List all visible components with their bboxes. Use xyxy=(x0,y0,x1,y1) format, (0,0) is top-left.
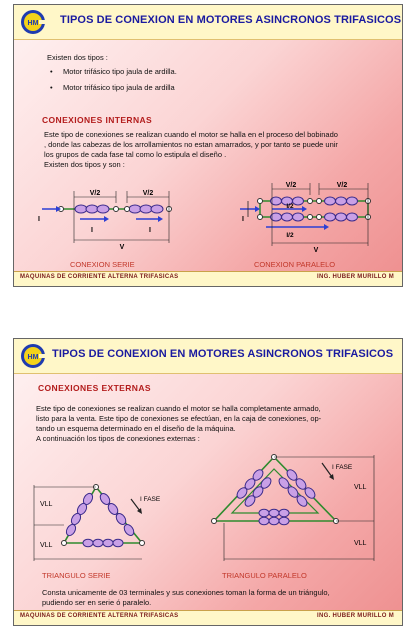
label-v-half: V/2 xyxy=(336,182,348,189)
logo-text: HM xyxy=(27,354,39,361)
label-vll: VLL xyxy=(354,484,367,491)
coil-bottom-outer xyxy=(259,517,289,525)
paragraph-line: Consta unicamente de 03 terminales y sus conexiones toman la forma de un triángulo, xyxy=(42,588,330,597)
label-v-half: V/2 xyxy=(142,190,154,197)
slide-header xyxy=(14,5,402,40)
page-title: TIPOS DE CONEXION EN MOTORES ASINCRONOS TRIFASICOS xyxy=(52,348,394,360)
label-i-fase: I FASE xyxy=(140,496,161,503)
label-i-half: I/2 xyxy=(286,232,294,239)
paragraph-line: Este tipo de conexiones se realizan cuando el motor se halla completamente armado, xyxy=(36,404,321,413)
hm-logo xyxy=(20,343,46,369)
slide-footer xyxy=(14,271,402,286)
caption-triangulo-paralelo: TRIANGULO PARALELO xyxy=(222,571,307,580)
footer-author: ING. HUBER MURILLO M xyxy=(317,274,394,280)
coil-bottom-inner xyxy=(259,509,289,517)
section-paragraph xyxy=(44,130,394,170)
section-heading: CONEXIONES EXTERNAS xyxy=(38,383,151,393)
page-title: TIPOS DE CONEXION EN MOTORES ASINCRONOS TRIFASICOS xyxy=(60,14,402,26)
caption-triangulo-serie: TRIANGULO SERIE xyxy=(42,571,111,580)
paragraph-line: listo para la venta. Este tipo de conexiones se efectúan, en la caja de conexiones, op- xyxy=(36,414,322,423)
coil-group-top-2 xyxy=(325,197,358,205)
label-i-fase: I FASE xyxy=(332,464,353,471)
hm-logo xyxy=(20,9,46,35)
section-heading: CONEXIONES INTERNAS xyxy=(42,115,153,125)
coil-left-side xyxy=(65,492,95,537)
footer-course: MAQUINAS DE CORRIENTE ALTERNA TRIFASICAS xyxy=(20,613,179,619)
intro-text: Existen dos tipos : xyxy=(47,53,108,62)
label-i: I xyxy=(242,216,244,223)
label-i-half: I/2 xyxy=(286,203,294,210)
parallel-connection-diagram xyxy=(224,173,394,263)
conclusion-text xyxy=(42,588,402,608)
slide-header xyxy=(14,339,402,374)
slide-footer xyxy=(14,610,402,625)
label-vll: VLL xyxy=(40,501,53,508)
coil-right-side xyxy=(98,492,135,537)
paragraph-line: pudiendo ser en serie ó paralelo. xyxy=(42,598,152,607)
coil-group-1 xyxy=(75,205,109,213)
label-v-half: V/2 xyxy=(89,190,101,197)
paragraph-line: , donde las cabezas de los arrollamientos no estan amarrados, y por tanto se puede unir xyxy=(44,140,338,149)
list-item: • Motor trifásico tipo jaula de ardilla. xyxy=(47,67,177,77)
paragraph-line: los grupos de cada fase tal como lo estipula el diseño . xyxy=(44,150,227,159)
slide-internal-connections xyxy=(13,4,403,287)
paragraph-line: Este tipo de conexiones se realizan cuando el motor se halla en el proceso del bobinado xyxy=(44,130,338,139)
coil-group-2 xyxy=(129,205,163,213)
series-connection-diagram xyxy=(32,181,202,261)
label-v: V xyxy=(313,247,319,254)
section-paragraph xyxy=(36,404,396,444)
caption-serie: CONEXION SERIE xyxy=(70,260,135,269)
label-vll: VLL xyxy=(40,542,53,549)
paragraph-line: tando un esquema determinado en el diseño de la máquina. xyxy=(36,424,236,433)
paragraph-line: A continuación los tipos de conexiones externas : xyxy=(36,434,200,443)
triangle-series-diagram xyxy=(26,469,186,569)
list-item: • Motor trifásico tipo jaula de ardilla xyxy=(47,83,177,93)
paragraph-line: Existen dos tipos y son : xyxy=(44,160,125,169)
triangle-parallel-diagram xyxy=(204,439,394,569)
label-i: I xyxy=(91,227,93,234)
label-i: I xyxy=(149,227,151,234)
coil-group-bottom-1 xyxy=(271,213,304,221)
label-i: I xyxy=(38,216,40,223)
footer-author: ING. HUBER MURILLO M xyxy=(317,613,394,619)
coil-bottom-side xyxy=(83,539,123,547)
slide-external-connections xyxy=(13,338,403,626)
coil-group-bottom-2 xyxy=(325,213,358,221)
label-v-half: V/2 xyxy=(285,182,297,189)
label-vll: VLL xyxy=(354,540,367,547)
logo-text: HM xyxy=(27,20,39,27)
types-list xyxy=(47,67,177,99)
footer-course: MAQUINAS DE CORRIENTE ALTERNA TRIFASICAS xyxy=(20,274,179,280)
caption-paralelo: CONEXION PARALELO xyxy=(254,260,336,269)
label-v: V xyxy=(119,244,125,251)
